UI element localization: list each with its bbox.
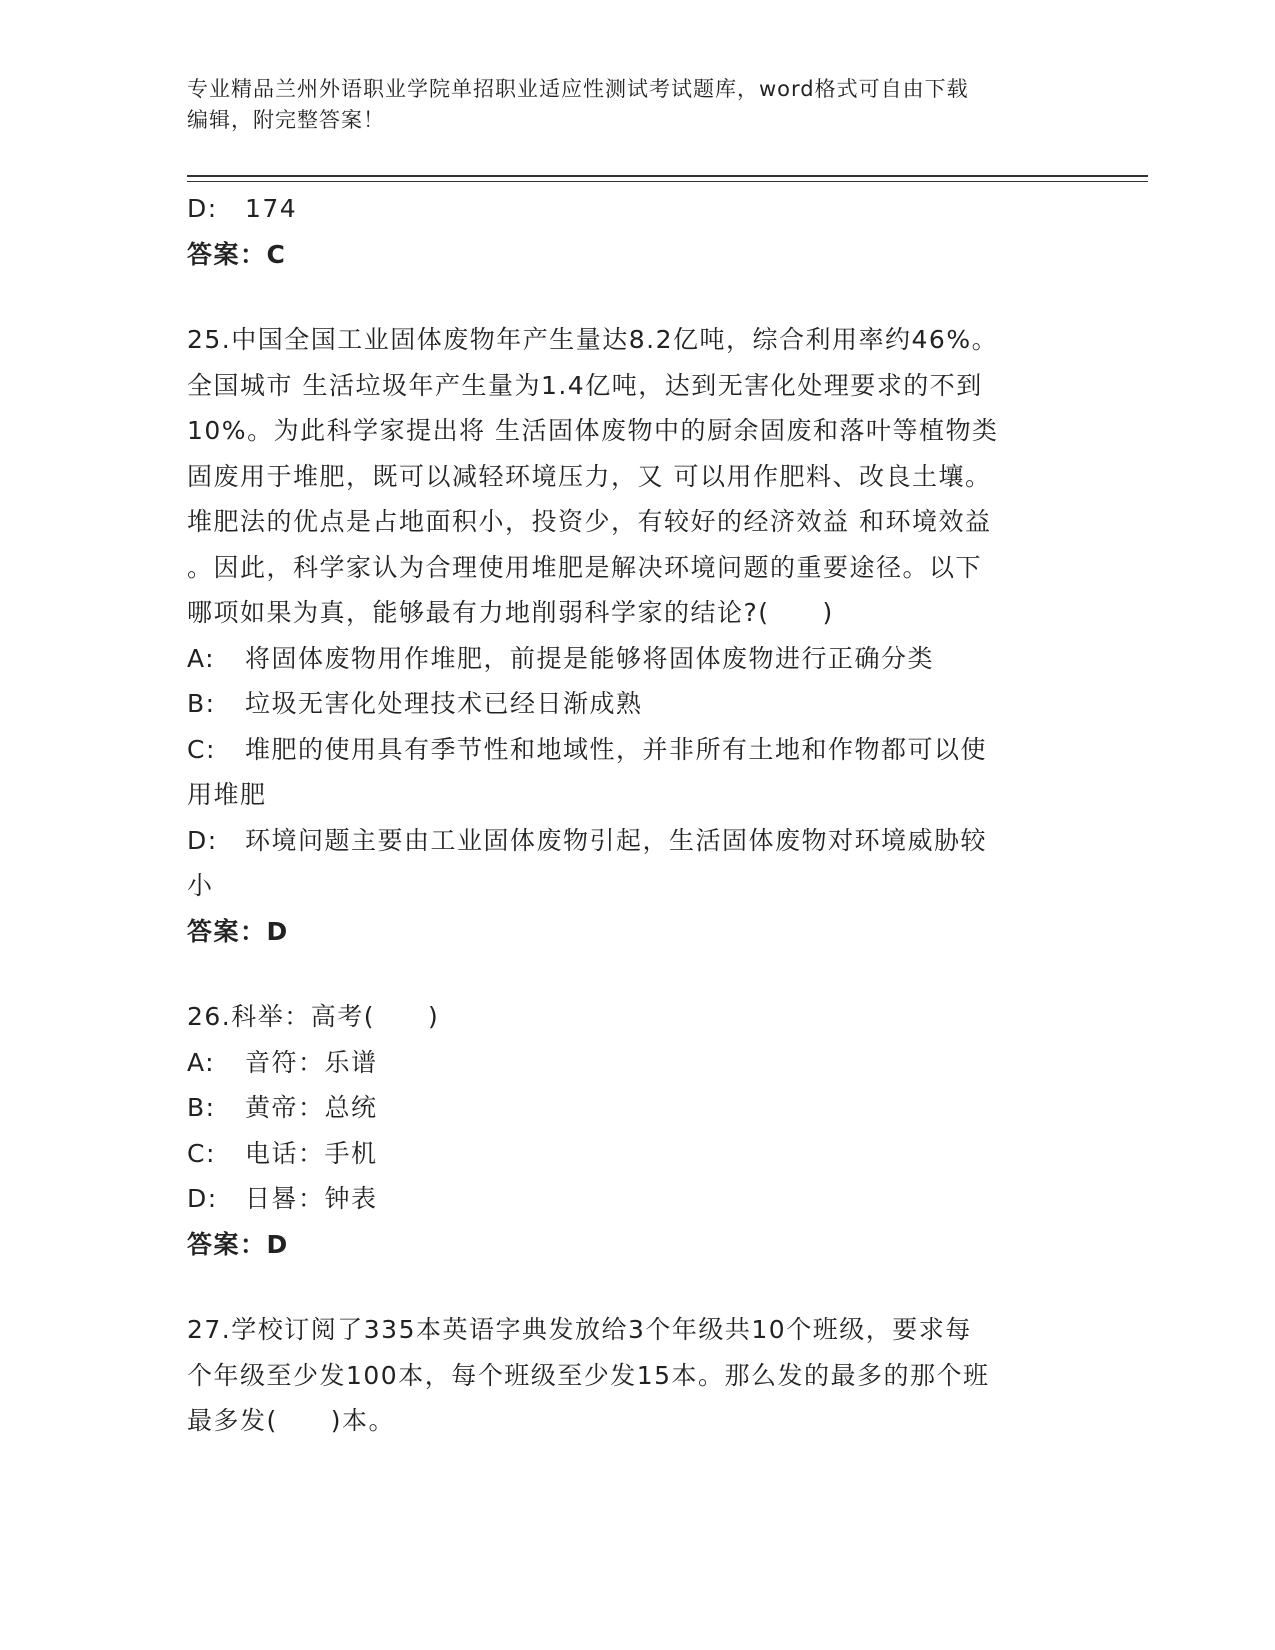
option-letter: A: — [187, 643, 216, 673]
q25-option-d — [187, 818, 1087, 864]
document-header — [187, 74, 1087, 136]
option-letter: D: — [187, 194, 218, 223]
question-line: 固废用于堆肥，既可以减轻环境压力，又 可以用作肥料、改良土壤。 — [187, 461, 992, 491]
spacer — [187, 954, 1087, 994]
option-letter: B: — [187, 689, 216, 718]
question-line: 26.科举：高考( ) — [187, 1002, 440, 1031]
q26-option-c — [187, 1131, 1087, 1177]
question-27 — [187, 1307, 1087, 1444]
option-letter: C: — [187, 734, 216, 764]
option-text: 环境问题主要由工业固体废物引起，生活固体废物对环境威胁较 — [245, 825, 988, 855]
question-25 — [187, 317, 1087, 954]
question-line: 哪项如果为真，能够最有力地削弱科学家的结论?( ) — [187, 598, 834, 627]
option-text: 垃圾无害化处理技术已经日渐成熟 — [245, 689, 643, 718]
q25-option-a — [187, 636, 1087, 682]
q26-answer: 答案：D — [187, 1229, 289, 1259]
question-line: 堆肥法的优点是占地面积小，投资少，有较好的经济效益 和环境效益 — [187, 507, 992, 536]
question-line: 25.中国全国工业固体废物年产生量达8.2亿吨，综合利用率约46%。 — [187, 325, 999, 354]
question-line: 最多发( )本。 — [187, 1406, 396, 1435]
option-text: 音符：乐谱 — [245, 1047, 378, 1077]
option-text: 堆肥的使用具有季节性和地域性，并非所有土地和作物都可以使 — [245, 734, 988, 764]
option-text: 将固体废物用作堆肥，前提是能够将固体废物进行正确分类 — [245, 643, 935, 673]
header-line-1: 专业精品兰州外语职业学院单招职业适应性测试考试题库，word格式可自由下载 — [187, 77, 969, 101]
question-line: 个年级至少发100本，每个班级至少发15本。那么发的最多的那个班 — [187, 1360, 990, 1390]
option-letter: C: — [187, 1138, 216, 1168]
q25-answer: 答案：D — [187, 916, 289, 946]
option-text: 电话：手机 — [245, 1138, 378, 1168]
header-divider-thick — [187, 175, 1148, 177]
header-line-2: 编辑，附完整答案！ — [187, 108, 385, 132]
q25-option-b — [187, 681, 1087, 727]
option-continuation: 小 — [187, 871, 214, 900]
option-letter: D: — [187, 825, 218, 855]
question-26 — [187, 994, 1087, 1267]
option-text: 日晷：钟表 — [245, 1184, 378, 1213]
q26-option-b — [187, 1085, 1087, 1131]
option-continuation: 用堆肥 — [187, 780, 267, 809]
prev-option-d — [187, 186, 1087, 232]
option-letter: A: — [187, 1047, 216, 1077]
prev-answer: 答案：C — [187, 239, 287, 269]
option-text: 黄帝：总统 — [245, 1093, 378, 1122]
question-line: 。因此，科学家认为合理使用堆肥是解决环境问题的重要途径。以下 — [187, 552, 983, 582]
spacer — [187, 277, 1087, 317]
question-line: 全国城市 生活垃圾年产生量为1.4亿吨，达到无害化处理要求的不到 — [187, 370, 983, 400]
q25-option-c — [187, 727, 1087, 773]
spacer — [187, 1267, 1087, 1307]
option-text: 174 — [245, 194, 298, 223]
header-divider-thin — [187, 181, 1148, 182]
q26-option-d — [187, 1176, 1087, 1222]
question-line: 27.学校订阅了335本英语字典发放给3个年级共10个班级，要求每 — [187, 1315, 972, 1344]
question-line: 10%。为此科学家提出将 生活固体废物中的厨余固废和落叶等植物类 — [187, 416, 999, 445]
option-letter: B: — [187, 1093, 216, 1122]
option-letter: D: — [187, 1184, 218, 1213]
q26-option-a — [187, 1040, 1087, 1086]
document-body — [187, 186, 1087, 1444]
